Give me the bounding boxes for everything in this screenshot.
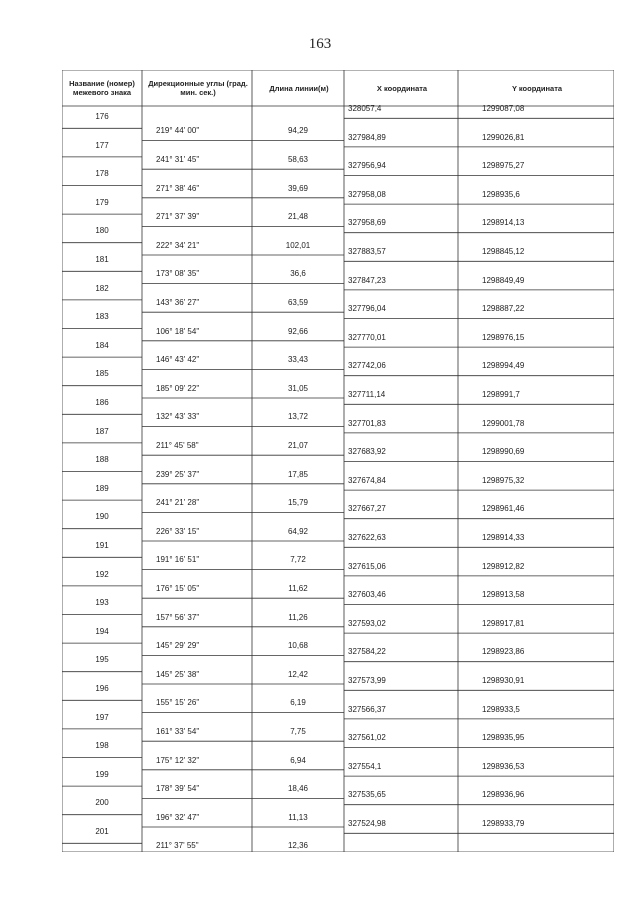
point-y: 1298912,82 (482, 561, 525, 571)
point-y: 1299001,78 (482, 418, 525, 428)
point-name: 194 (95, 626, 109, 636)
point-name: 178 (95, 169, 109, 179)
segment-angle: 211° 37' 55" (156, 841, 199, 851)
point-y: 1298933,5 (482, 704, 520, 714)
point-x: 327956,94 (348, 161, 386, 171)
point-x: 327958,08 (348, 189, 386, 199)
segment-length: 6,19 (290, 698, 306, 708)
point-x: 327524,98 (348, 819, 386, 828)
point-name: 193 (95, 598, 109, 608)
point-x: 327593,02 (348, 618, 386, 628)
point-x: 327674,84 (348, 475, 386, 485)
point-x: 327770,01 (348, 332, 386, 342)
segment-angle: 226° 33' 15" (156, 526, 200, 536)
point-x: 327603,46 (348, 590, 386, 600)
point-name: 180 (95, 226, 109, 236)
segment-length: 31,05 (287, 383, 309, 393)
segment-angle: 175° 12' 32" (156, 755, 200, 765)
page-number: 163 (308, 36, 332, 52)
header-y: Y координата (511, 83, 563, 93)
point-x: 327683,92 (348, 447, 386, 457)
point-x: 327561,02 (348, 733, 386, 743)
header-length: Длина линии(м) (269, 83, 329, 93)
point-y: 1298961,46 (482, 504, 525, 514)
segment-angle: 196° 32' 47" (156, 812, 200, 822)
point-x: 328057,4 (348, 104, 382, 113)
point-name: 181 (95, 255, 109, 264)
point-y: 1298913,58 (482, 590, 525, 600)
point-name: 195 (95, 655, 109, 665)
segment-angle: 155° 15' 26" (156, 698, 200, 708)
point-y: 1298991,7 (482, 390, 520, 399)
point-y: 1299087,08 (482, 104, 525, 113)
segment-length: 10,68 (287, 641, 309, 651)
point-x: 327847,23 (348, 275, 386, 285)
point-y: 1298936,53 (482, 761, 525, 771)
segment-length: 39,69 (287, 183, 309, 193)
point-y: 1298990,69 (482, 447, 525, 457)
point-name: 199 (95, 769, 109, 779)
point-name: 177 (95, 140, 109, 150)
point-y: 1299026,81 (482, 132, 525, 142)
segment-angle: 132° 43' 33" (156, 412, 200, 422)
segment-length: 13,72 (287, 412, 309, 422)
header-x: X координата (376, 83, 428, 93)
table-grid (62, 70, 614, 852)
point-y: 1298849,49 (482, 275, 525, 285)
segment-length: 11,26 (288, 612, 308, 622)
segment-angle: 161° 33' 54" (156, 726, 200, 736)
point-x: 327958,69 (348, 218, 386, 228)
segment-length: 6,94 (290, 755, 306, 765)
point-y: 1298845,12 (482, 247, 525, 256)
segment-length: 17,85 (287, 469, 309, 479)
segment-angle: 176° 15' 05" (156, 583, 200, 593)
point-name: 192 (95, 569, 109, 579)
point-x: 327883,57 (348, 247, 386, 256)
segment-length: 33,43 (287, 355, 309, 365)
point-y: 1298975,32 (482, 475, 525, 485)
segment-length: 92,66 (287, 326, 309, 336)
segment-length: 11,62 (288, 583, 308, 593)
point-y: 1298935,6 (482, 189, 520, 199)
segment-length: 36,6 (290, 269, 306, 279)
header-name: Название (номер) межевого знака (69, 79, 135, 97)
segment-angle: 239° 25' 37" (156, 469, 200, 479)
point-x: 327554,1 (348, 761, 382, 771)
segment-length: 58,63 (287, 154, 309, 164)
point-y: 1298994,49 (482, 361, 525, 371)
point-name: 179 (95, 197, 109, 207)
segment-angle: 146° 43' 42" (156, 355, 200, 365)
header-angle: Дирекционные углы (град. мин. сек.) (148, 79, 248, 97)
point-name: 186 (95, 398, 109, 407)
point-y: 1298887,22 (482, 304, 525, 314)
segment-length: 63,59 (287, 297, 309, 307)
point-x: 327535,65 (348, 790, 386, 800)
segment-length: 7,75 (290, 726, 306, 736)
segment-length: 21,48 (287, 212, 309, 222)
segment-length: 102,01 (285, 240, 311, 250)
point-x: 327796,04 (348, 304, 386, 314)
segment-angle: 241° 31' 45" (156, 154, 200, 164)
segment-angle: 241° 21' 28" (156, 498, 200, 508)
segment-angle: 185° 09' 22" (156, 383, 200, 393)
segment-length: 18,46 (287, 784, 309, 794)
segment-angle: 106° 18' 54" (156, 326, 200, 336)
boundary-coordinates-table (62, 70, 614, 852)
segment-angle: 178° 39' 54" (156, 784, 200, 794)
point-name: 190 (95, 512, 109, 522)
point-name: 187 (95, 426, 109, 436)
segment-angle: 145° 25' 38" (156, 669, 200, 679)
point-x: 327701,83 (348, 418, 386, 428)
point-name: 200 (95, 798, 109, 808)
point-y: 1298933,79 (482, 819, 525, 828)
point-name: 201 (95, 827, 109, 836)
segment-length: 64,92 (287, 526, 309, 536)
point-y: 1298935,95 (482, 733, 525, 743)
point-x: 327566,37 (348, 704, 386, 714)
point-y: 1298936,96 (482, 790, 525, 800)
point-y: 1298930,91 (482, 676, 525, 685)
point-y: 1298914,33 (482, 533, 525, 542)
point-name: 191 (95, 541, 109, 550)
point-x: 327711,14 (348, 390, 386, 399)
segment-length: 11,13 (288, 812, 308, 822)
point-y: 1298914,13 (482, 218, 525, 228)
point-name: 176 (95, 112, 109, 121)
segment-length: 7,72 (290, 555, 306, 565)
point-x: 327984,89 (348, 132, 386, 142)
point-name: 184 (95, 340, 109, 350)
segment-length: 94,29 (287, 126, 309, 136)
segment-angle: 271° 38' 46" (156, 183, 200, 193)
segment-angle: 173° 08' 35" (156, 269, 200, 279)
segment-angle: 157° 56' 37" (156, 612, 200, 622)
point-y: 1298923,86 (482, 647, 525, 657)
point-x: 327615,06 (348, 561, 386, 571)
point-y: 1298976,15 (482, 332, 525, 342)
point-y: 1298917,81 (482, 618, 525, 628)
segment-length: 12,36 (287, 841, 309, 851)
point-name: 183 (95, 312, 109, 322)
segment-angle: 145° 29' 29" (156, 641, 200, 651)
point-x: 327622,63 (348, 533, 386, 542)
segment-length: 15,79 (287, 498, 309, 508)
segment-angle: 211° 45' 58" (156, 440, 199, 450)
point-x: 327584,22 (348, 647, 386, 657)
segment-angle: 222° 34' 21" (156, 240, 200, 250)
segment-angle: 191° 16' 51" (156, 555, 200, 565)
point-x: 327667,27 (348, 504, 386, 514)
point-name: 196 (95, 684, 109, 693)
point-y: 1298975,27 (482, 161, 525, 171)
point-name: 182 (95, 283, 109, 293)
segment-angle: 143° 36' 27" (156, 297, 200, 307)
segment-angle: 219° 44' 00" (156, 126, 200, 136)
segment-length: 12,42 (287, 669, 309, 679)
point-name: 189 (95, 483, 109, 493)
segment-length: 21,07 (287, 440, 309, 450)
point-name: 198 (95, 741, 109, 751)
segment-angle: 271° 37' 39" (156, 212, 200, 222)
point-x: 327573,99 (348, 676, 386, 685)
point-name: 197 (95, 712, 109, 722)
point-name: 188 (95, 455, 109, 465)
point-x: 327742,06 (348, 361, 386, 371)
point-name: 185 (95, 369, 109, 379)
